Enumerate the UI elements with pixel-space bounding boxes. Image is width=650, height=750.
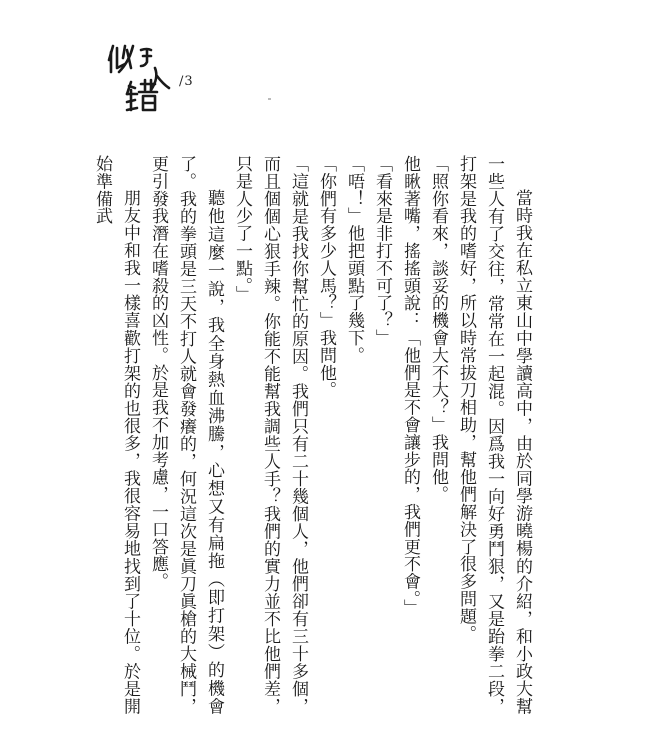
paragraph: 「照你看來，談妥的機會大不大？」我問他。 xyxy=(428,155,448,503)
decorative-dot xyxy=(268,98,271,100)
paragraph: 「這就是我找你幫忙的原因。我們只有二十幾個人，他們卻有三十多個，而且個個心狠手辣。你能不能幫我調些人手？我們的實力並不比他們差，只是人少了一點。」 xyxy=(232,155,308,715)
paragraph: 「你們有多少人馬？」我問他。 xyxy=(316,155,336,399)
page-header xyxy=(105,38,225,118)
paragraph: 聽他這麼一說，我全身熱血沸騰，心想又有扁拖（即打架）的機會了。我的拳頭是三天不打人就會發癢的，何況這次是眞刀眞槍的大械鬥，更引發我潛在嗜殺的凶性。於是我不加考慮，一口答應。 xyxy=(148,155,224,715)
paragraph: 他瞅著嘴，搖搖頭說：「他們是不會讓步的，我們更不會。」 xyxy=(400,155,420,617)
paragraph: 當時我在私立東山中學讀高中，由於同學游曉楊的介紹，和小政大幫一些人有了交往，常常在一起混。因爲我一向好勇鬥狠，又是跆拳二段，打架是我的嗜好，所以時常拔刀相助，幫他們解決了很多問題。 xyxy=(456,155,532,715)
page-number: /3 xyxy=(179,74,194,89)
calligraphy-logo xyxy=(105,38,185,118)
paragraph: 「看來是非打不可了？」 xyxy=(372,155,392,347)
paragraph: 「唔！」他把頭點了幾下。 xyxy=(344,155,364,364)
body-text xyxy=(88,155,536,715)
paragraph: 朋友中和我一樣喜歡打架的也很多，我很容易地找到了十位。於是開始準備武 xyxy=(92,155,140,715)
